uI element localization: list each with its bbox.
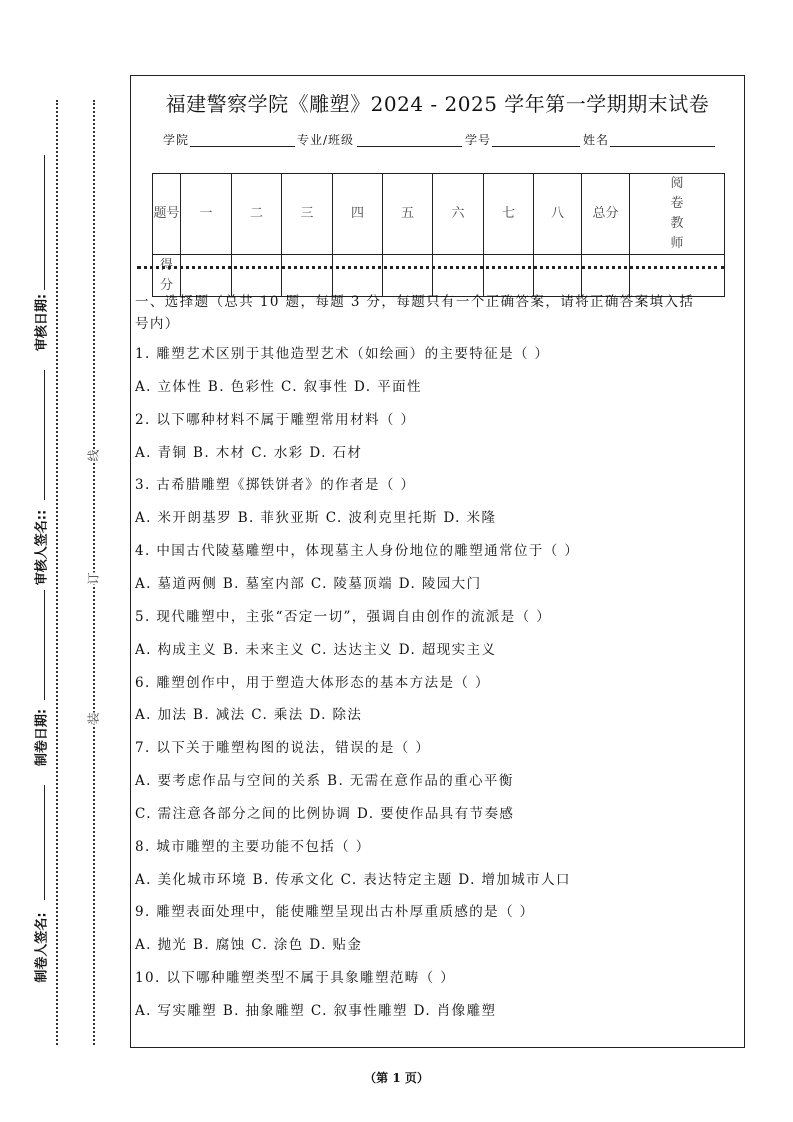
answer-options: A. 写实雕塑 B. 抽象雕塑 C. 叙事性雕塑 D. 肖像雕塑 (135, 1003, 497, 1019)
section-heading-cont: 号内） (135, 316, 180, 332)
name-label: 姓名 (583, 133, 610, 147)
header-total: 总分 (582, 174, 630, 255)
header-col: 七 (484, 174, 534, 255)
header-col: 三 (282, 174, 333, 255)
score-table-score-row (153, 255, 725, 297)
question-text: 9. 雕塑表面处理中，能使雕塑呈现出古朴厚重质感的是（ ） (135, 904, 535, 921)
score-cell[interactable] (534, 255, 582, 297)
major-class-field[interactable] (357, 132, 462, 147)
score-cell[interactable] (433, 255, 484, 297)
binding-char-staple: 订 (86, 572, 101, 585)
answer-options: A. 要考虑作品与空间的关系 B. 无需在意作品的重心平衡 (135, 773, 514, 790)
answer-options: A. 美化城市环境 B. 传承文化 C. 表达特定主题 D. 增加城市人口 (135, 871, 571, 888)
answer-options: A. 墓道两侧 B. 墓室内部 C. 陵墓顶端 D. 陵园大门 (135, 575, 482, 592)
header-col: 六 (433, 174, 484, 255)
college-label: 学院 (163, 133, 190, 147)
maker-sign-label: 制卷人签名: (34, 912, 50, 983)
question-text: 10. 以下哪种雕塑类型不属于具象雕塑范畴（ ） (135, 970, 456, 987)
question-text: 2. 以下哪种材料不属于雕塑常用材料（ ） (135, 411, 416, 428)
reviewer-sign-label: 审核人签名:: (34, 509, 50, 586)
major-class-label: 专业/班级 (297, 133, 355, 147)
score-table-header-row (153, 174, 725, 255)
answer-options: A. 立体性 B. 色彩性 C. 叙事性 D. 平面性 (135, 378, 422, 395)
separator-dotted (137, 266, 725, 269)
student-id-field[interactable] (492, 132, 580, 147)
header-col: 二 (232, 174, 282, 255)
answer-options: A. 抛光 B. 腐蚀 C. 涂色 D. 贴金 (135, 937, 363, 954)
binding-char-line: 线 (86, 449, 101, 462)
row-score-label: 得分 (153, 255, 181, 297)
question-text: 1. 雕塑艺术区别于其他造型艺术（如绘画）的主要特征是（ ） (135, 346, 550, 362)
college-field[interactable] (190, 132, 295, 147)
maker-sign-underline (44, 785, 45, 900)
name-field[interactable] (610, 132, 715, 147)
question-text: 5. 现代雕塑中，主张“否定一切”，强调自由创作的流派是（ ） (135, 608, 552, 625)
score-cell[interactable] (333, 255, 383, 297)
header-grader: 阅卷教师 (630, 174, 725, 255)
review-date-label: 审核日期: (34, 293, 50, 352)
student-id-label: 学号 (465, 133, 492, 147)
score-cell[interactable] (232, 255, 282, 297)
question-text: 8. 城市雕塑的主要功能不包括（ ） (135, 838, 371, 855)
make-date-underline (44, 590, 45, 700)
question-text: 3. 古希腊雕塑《掷铁饼者》的作者是（ ） (135, 477, 416, 494)
score-cell[interactable] (582, 255, 630, 297)
answer-options: A. 米开朗基罗 B. 菲狄亚斯 C. 波利克里托斯 D. 米隆 (135, 510, 497, 527)
reviewer-sign-underline (44, 370, 45, 500)
header-col: 四 (333, 174, 383, 255)
score-table (152, 173, 725, 297)
score-cell[interactable] (282, 255, 333, 297)
question-text: 6. 雕塑创作中，用于塑造大体形态的基本方法是（ ） (135, 674, 490, 691)
header-col: 一 (181, 174, 232, 255)
score-cell[interactable] (484, 255, 534, 297)
section-heading: 一、选择题（总共 10 题，每题 3 分，每题只有一个正确答案，请将正确答案填入括 (135, 294, 695, 310)
binding-dotted-line-outer (56, 100, 58, 1045)
binding-char-bind: 装 (86, 712, 101, 725)
answer-options: A. 加法 B. 减法 C. 乘法 D. 除法 (135, 707, 363, 724)
page-number: （第 1 页） (364, 1071, 429, 1085)
header-col: 五 (383, 174, 433, 255)
score-cell[interactable] (630, 255, 725, 297)
answer-options: A. 构成主义 B. 未来主义 C. 达达主义 D. 超现实主义 (135, 641, 497, 658)
review-date-underline (44, 155, 45, 290)
header-col: 八 (534, 174, 582, 255)
exam-title: 福建警察学院《雕塑》2024 - 2025 学年第一学期期末试卷 (165, 92, 710, 116)
make-date-label: 制卷日期: (34, 708, 50, 767)
score-cell[interactable] (383, 255, 433, 297)
answer-options: A. 青铜 B. 木材 C. 水彩 D. 石材 (135, 444, 363, 461)
question-text: 4. 中国古代陵墓雕塑中，体现墓主人身份地位的雕塑通常位于（ ） (135, 543, 580, 560)
question-text: 7. 以下关于雕塑构图的说法，错误的是（ ） (135, 740, 431, 757)
score-cell[interactable] (181, 255, 232, 297)
answer-options: C. 需注意各部分之间的比例协调 D. 要使作品具有节奏感 (135, 805, 515, 822)
header-question-no: 题号 (153, 174, 181, 255)
